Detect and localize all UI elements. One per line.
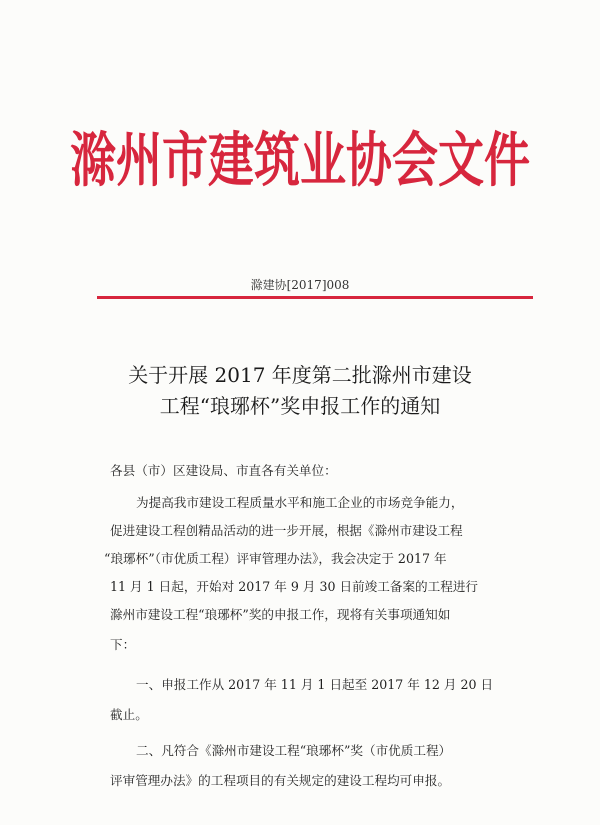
red-divider-line — [97, 296, 533, 299]
notice-title-line-1: 关于开展 2017 年度第二批滁州市建设 — [128, 363, 472, 387]
item-2-line-2: 评审管理办法》的工程项目的有关规定的建设工程均可申报。 — [110, 773, 451, 788]
item-2-line-1: 二、凡符合《滁州市建设工程“琅琊杯”奖（市优质工程） — [136, 743, 452, 758]
item-1-line-2: 截止。 — [110, 707, 148, 722]
paragraph-1-line-6: 下： — [110, 637, 136, 652]
letterhead-title: 滁州市建筑业协会文件 — [70, 125, 530, 195]
paragraph-1-line-1: 为提高我市建设工程质量水平和施工企业的市场竞争能力， — [136, 495, 464, 510]
paragraph-1-line-5: 滁州市建设工程“琅琊杯”奖的申报工作，现将有关事项通知如 — [110, 607, 451, 622]
paragraph-1-line-2: 促进建设工程创精品活动的进一步开展，根据《滁州市建设工程 — [110, 523, 463, 538]
addressee: 各县（市）区建设局、市直各有关单位： — [110, 463, 337, 478]
document-number: 滁建协[2017]008 — [250, 278, 350, 292]
notice-title — [0, 360, 600, 422]
paragraph-1-line-4: 11 月 1 日起，开始对 2017 年 9 月 30 日前竣工备案的工程进行 — [110, 579, 479, 594]
item-1-line-1: 一、申报工作从 2017 年 11 月 1 日起至 2017 年 12 月 20 日 — [136, 677, 494, 692]
paragraph-1-line-3: “琅琊杯”（市优质工程）评审管理办法》，我会决定于 2017 年 — [104, 551, 447, 566]
notice-title-line-2: 工程“琅琊杯”奖申报工作的通知 — [159, 394, 441, 418]
